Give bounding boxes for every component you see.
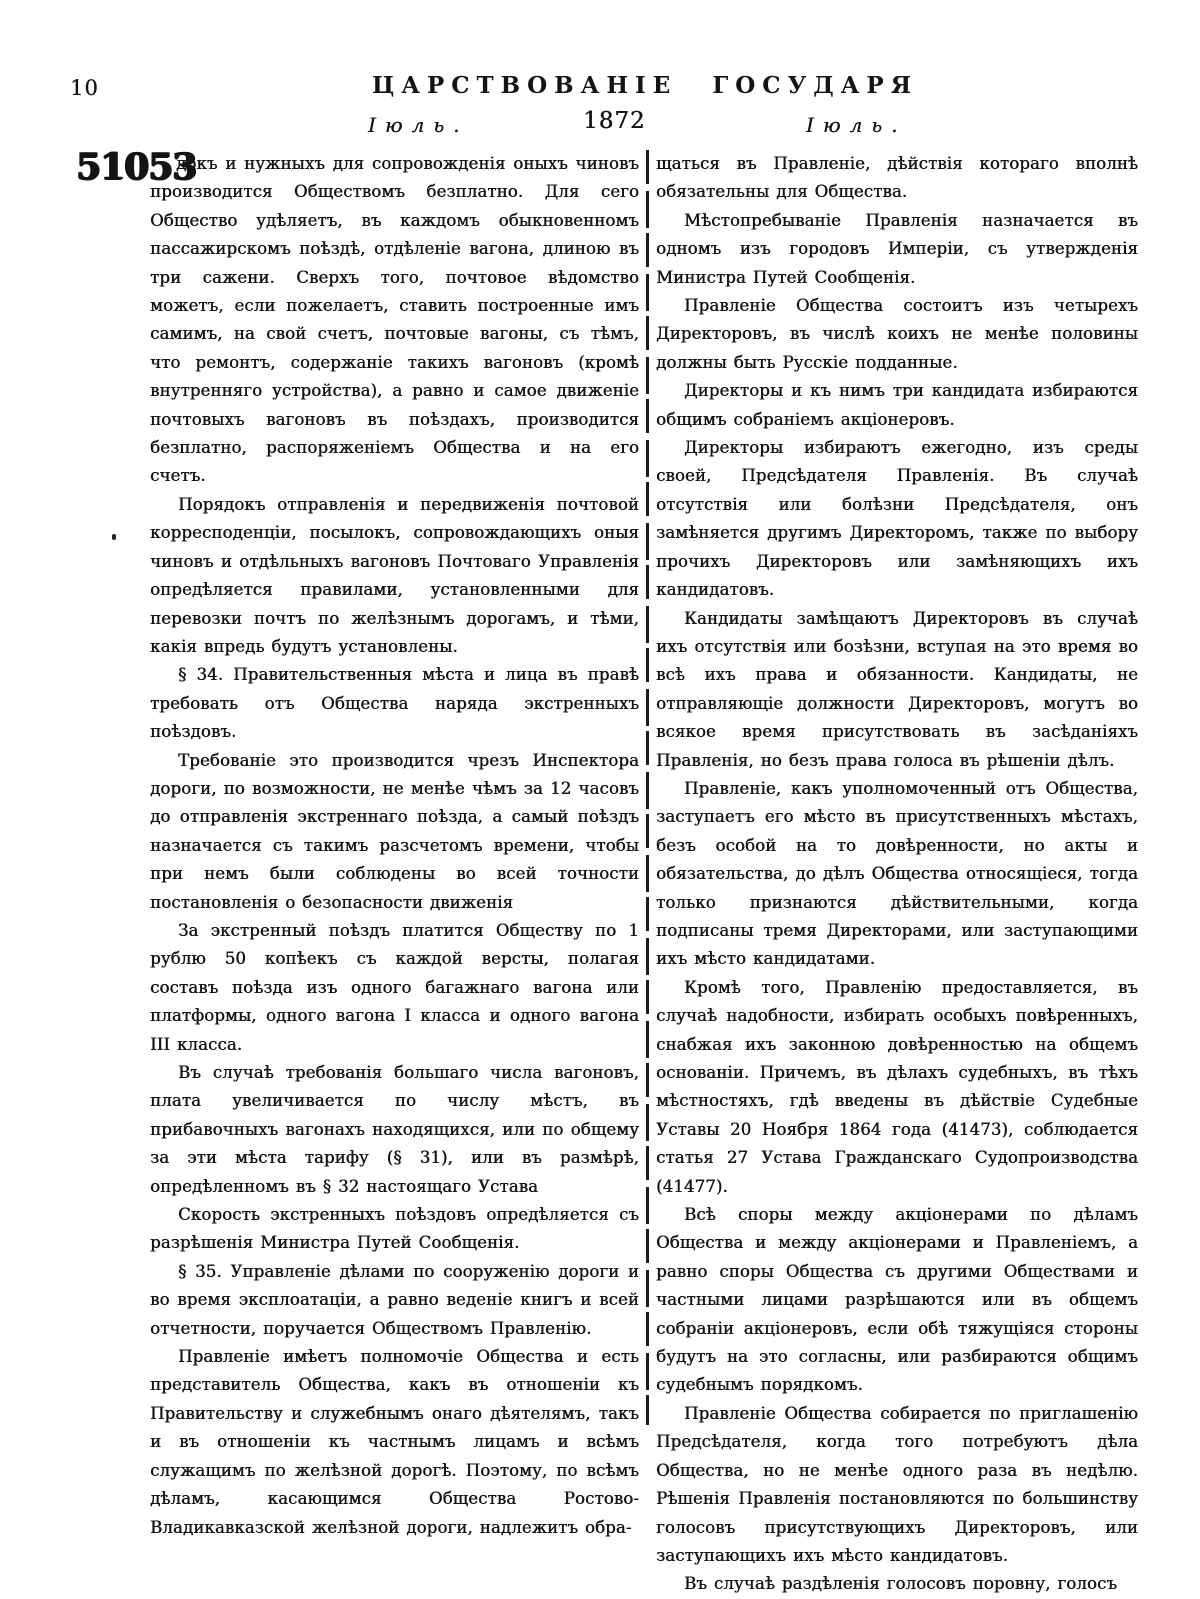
- page-number: 10: [70, 76, 99, 100]
- paragraph: § 34. Правительственныя мѣста и лица въ правѣ требовать отъ Общества наряда экстренныхъ поѣздовъ.: [150, 665, 639, 742]
- act-number: 51053: [76, 146, 197, 188]
- paragraph: щаться въ Правленіе, дѣйствія котораго вполнѣ обязательны для Общества.: [656, 154, 1138, 202]
- paragraph: Правленіе, какъ уполномоченный отъ Общества, заступаетъ его мѣсто въ присутственныхъ мѣстахъ, безъ особой на то довѣренности, но акты и обязательства, до дѣлъ Общества относящіеся, тогда только признаются дѣйствительными, когда подписаны тремя Директорами, или заступающими ихъ мѣсто кандидатами.: [656, 778, 1138, 969]
- column-divider: [646, 150, 649, 1425]
- paragraph: Порядокъ отправленія и передвиженія почтовой корресподенціи, посылокъ, сопровождающихъ оныя чиновъ и отдѣльныхъ вагоновъ Почтоваго Управленія опредѣляется правилами, установленными для перевозки почтъ по желѣзнымъ дорогамъ, и тѣми, какія впредь будутъ установлены.: [150, 494, 639, 656]
- paragraph: Правленіе имѣетъ полномочіе Общества и есть представитель Общества, какъ въ отношеніи къ Правительству и служебнымъ онаго дѣятелямъ, такъ и въ отношеніи къ частнымъ лицамъ и всѣмъ служащимъ по желѣзной дорогѣ. Поэтому, по всѣмъ дѣламъ, касающимся Общества Ростово-Владикавказской желѣзной дороги, надлежитъ обра-: [150, 1347, 639, 1537]
- left-column: [150, 150, 639, 1542]
- paragraph: Правленіе Общества собирается по приглашенію Предсѣдателя, когда того потребуютъ дѣла Общества, но не менѣе одного раза въ недѣлю. Рѣшенія Правленія постановляются по большинству голосовъ присутствующихъ Директоровъ, или заступающихъ ихъ мѣсто кандидатовъ.: [656, 1403, 1138, 1565]
- paragraph: Въ случаѣ раздѣленія голосовъ поровну, голосъ: [684, 1574, 1118, 1594]
- paragraph: Въ случаѣ требованія большаго числа вагоновъ, плата увеличивается по числу мѣстъ, въ прибавочныхъ вагонахъ находящихся, или по общему за эти мѣста тарифу (§ 31), или въ размѣрѣ, опредѣленномъ въ § 32 настоящаго Устава: [150, 1063, 639, 1196]
- paragraph: Кандидаты замѣщаютъ Директоровъ въ случаѣ ихъ отсутствія или бозѣзни, вступая на это время во всѣ ихъ права и обязанности. Кандидаты, не отправляющіе должности Директоровъ, могутъ во всякое время присутствовать въ засѣданіяхъ Правленія, но безъ права голоса въ рѣшеніи дѣлъ.: [656, 608, 1138, 770]
- print-speck: [112, 534, 116, 540]
- paragraph: Требованіе это производится чрезъ Инспектора дороги, по возможности, не менѣе чѣмъ за 12 часовъ до отправленія экстреннаго поѣзда, а самый поѣздъ назначается съ такимъ разсчетомъ времени, чтобы при немъ были соблюдены во всей точности постановленія о безопасности движенія: [150, 750, 639, 912]
- paragraph: Всѣ споры между акціонерами по дѣламъ Общества и между акціонерами и Правленіемъ, а равно споры Общества съ другими Обществами и частными лицами разрѣшаются или въ общемъ собраніи акціонеровъ, если обѣ тяжущіяся стороны будутъ на это согласны, или разбираются общимъ судебнымъ порядкомъ.: [656, 1205, 1138, 1395]
- paragraph: § 35. Управленіе дѣлами по сооруженію дороги и во время эксплоатаціи, а равно веденіе книгъ и всей отчетности, поручается Обществомъ Правленію.: [150, 1261, 639, 1338]
- paragraph: Кромѣ того, Правленію предоставляется, въ случаѣ надобности, избирать особыхъ повѣренныхъ, снабжая ихъ законною довѣренностью на общемъ основаніи. Причемъ, въ дѣлахъ судебныхъ, въ тѣхъ мѣстностяхъ, гдѣ введены въ дѣйствіе Судебные Уставы 20 Ноября 1864 года (41473), соблюдается статья 27 Устава Гражданскаго Судопроизводства (41477).: [656, 977, 1138, 1196]
- running-head-month-left: Іюль.: [368, 113, 469, 137]
- paragraph: Директоры избираютъ ежегодно, изъ среды своей, Предсѣдателя Правленія. Въ случаѣ отсутствія или болѣзни Предсѣдателя, онъ замѣняется другимъ Директоромъ, также по выбору прочихъ Директоровъ или замѣняющихъ ихъ кандидатовъ.: [656, 438, 1138, 600]
- paragraph: Мѣстопребываніе Правленія назначается въ одномъ изъ городовъ Имперіи, съ утвержденія Министра Путей Сообщенія.: [656, 210, 1138, 287]
- paragraph: Скорость экстренныхъ поѣздовъ опредѣляется съ разрѣшенія Министра Путей Сообщенія.: [150, 1205, 639, 1253]
- paragraph: Директоры и къ нимъ три кандидата избираются общимъ собраніемъ акціонеровъ.: [656, 381, 1138, 429]
- running-head-month-right: Іюль.: [806, 113, 907, 137]
- page-title: ЦАРСТВОВАНІЕ ГОСУДАРЯ: [372, 72, 918, 99]
- right-column: [656, 150, 1138, 1599]
- paragraph: За экстренный поѣздъ платится Обществу по 1 рублю 50 копѣекъ съ каждой версты, полагая составъ поѣзда изъ одного багажнаго вагона или платформы, одного вагона I класса и одного вагона III класса.: [150, 920, 639, 1054]
- paragraph: докъ и нужныхъ для сопровожденія оныхъ чиновъ производится Обществомъ безплатно. Для сего Общество удѣляетъ, въ каждомъ обыкновенномъ пассажирскомъ поѣздѣ, отдѣленіе вагона, длиною въ три сажени. Сверхъ того, почтовое вѣдомство можетъ, если пожелаетъ, ставить построенные имъ самимъ, на свой счетъ, почтовые вагоны, съ тѣмъ, что ремонтъ, содержаніе такихъ вагоновъ (кромѣ внутренняго устройства), а равно и самое движеніе почтовыхъ вагоновъ въ поѣздахъ, производится безплатно, распоряженіемъ Общества и на его счетъ.: [150, 154, 639, 486]
- running-head-year: 1872: [583, 108, 646, 134]
- paragraph: Правленіе Общества состоитъ изъ четырехъ Директоровъ, въ числѣ коихъ не менѣе половины должны быть Русскіе подданные.: [656, 296, 1138, 372]
